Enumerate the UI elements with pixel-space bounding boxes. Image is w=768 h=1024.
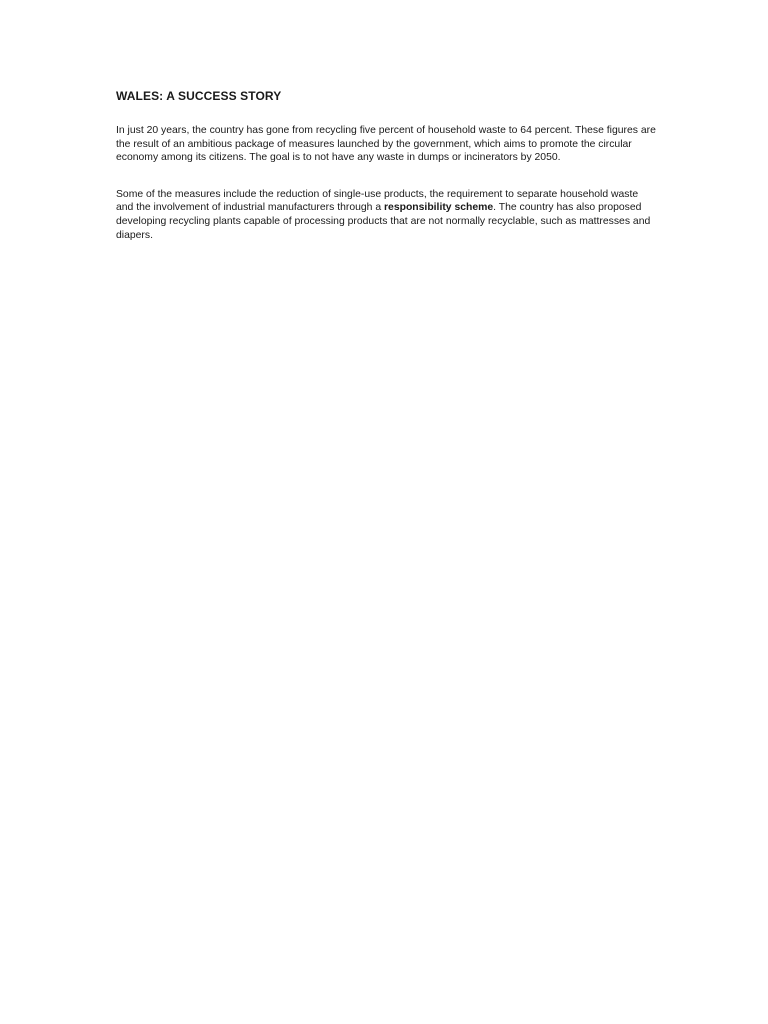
paragraph-2-text-before: Some of the measures include the reduction of single-use products, the requirement to separate household waste and the involvement of industrial manufacturers through a [116,188,639,214]
paragraph-2 [116,188,656,242]
document-body [116,88,656,242]
paragraph-2-text-after: . The country has also proposed developing recycling plants capable of processing products that are not normally recyclable, such as mattresses and diapers. [116,202,651,241]
paragraph-2-bold-term: responsibility scheme [384,202,494,214]
paragraph-1: In just 20 years, the country has gone from recycling five percent of household waste to 64 percent. These figures are the result of an ambitious package of measures launched by the government, which aims to promote the circular economy among its citizens. The goal is to not have any waste in dumps or incinerators by 2050. [116,125,656,164]
document-title: WALES: A SUCCESS STORY [116,89,282,103]
